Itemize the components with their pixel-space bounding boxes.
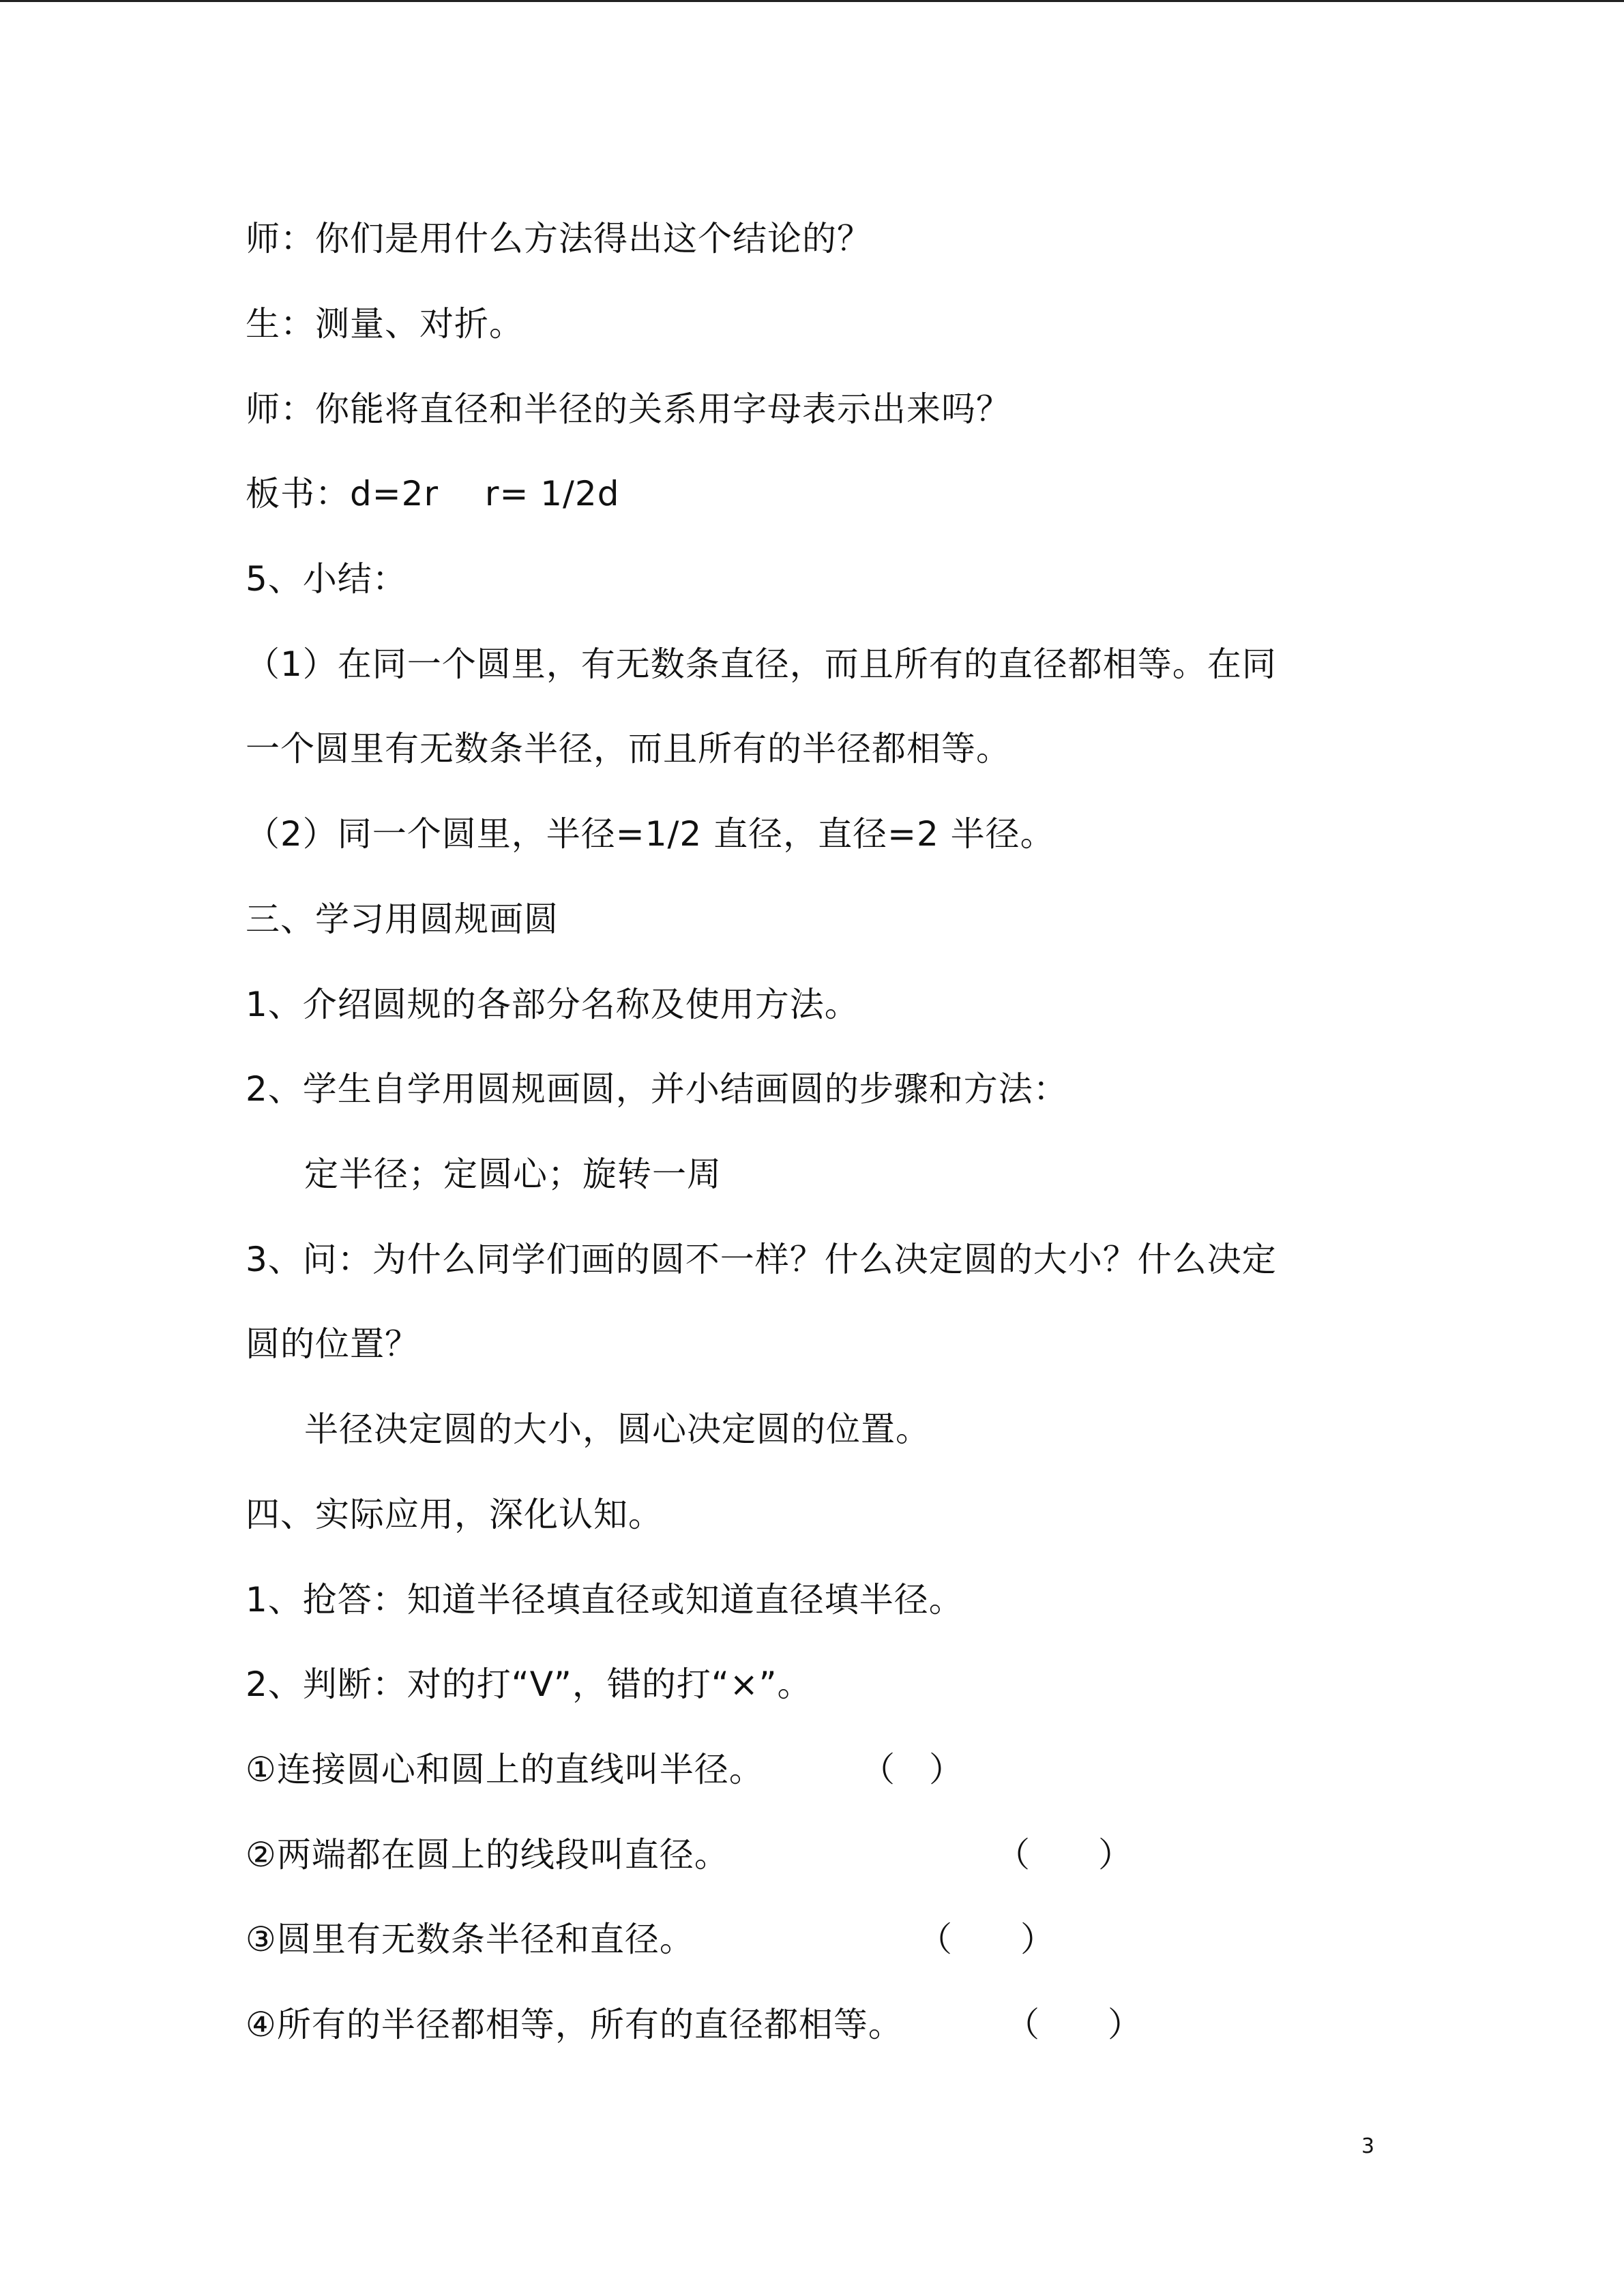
page-number: 3 bbox=[1361, 2134, 1375, 2158]
judgment-item: ④所有的半径都相等，所有的直径都相等。 bbox=[246, 2005, 903, 2044]
text-line: 2、判断：对的打“V”，错的打“×”。 bbox=[246, 1665, 812, 1704]
judgment-item: ③圆里有无数条半径和直径。 bbox=[246, 1920, 694, 1959]
text-line: （1）在同一个圆里，有无数条直径，而且所有的直径都相等。在同 bbox=[246, 644, 1277, 684]
text-line: 定半径；定圆心；旋转一周 bbox=[304, 1154, 722, 1194]
text-line: 师：你能将直径和半径的关系用字母表示出来吗？ bbox=[246, 389, 1011, 429]
text-line: 半径决定圆的大小，圆心决定圆的位置。 bbox=[304, 1410, 930, 1449]
section-heading: 四、实际应用，深化认知。 bbox=[246, 1495, 663, 1534]
text-line: 1、抢答：知道半径填直径或知道直径填半径。 bbox=[246, 1580, 964, 1620]
text-line: 圆的位置？ bbox=[246, 1324, 419, 1364]
text-line: 1、介绍圆规的各部分名称及使用方法。 bbox=[246, 985, 859, 1024]
judgment-item: ②两端都在圆上的线段叫直径。 bbox=[246, 1835, 729, 1875]
text-line: 3、问：为什么同学们画的圆不一样？什么决定圆的大小？什么决定 bbox=[246, 1240, 1277, 1279]
text-line: 生：测量、对折。 bbox=[246, 304, 524, 344]
answer-blank: （ ） bbox=[1005, 2005, 1142, 2044]
text-line: 2、学生自学用圆规画圆，并小结画圆的步骤和方法： bbox=[246, 1069, 1068, 1109]
answer-blank: （ ） bbox=[918, 1920, 1054, 1959]
answer-blank: （ ） bbox=[861, 1750, 963, 1789]
text-line: 一个圆里有无数条半径，而且所有的半径都相等。 bbox=[246, 729, 1011, 769]
judgment-item: ①连接圆心和圆上的直线叫半径。 bbox=[246, 1750, 764, 1789]
text-line: （2）同一个圆里，半径=1/2 直径，直径=2 半径。 bbox=[246, 814, 1055, 854]
section-heading: 5、小结： bbox=[246, 559, 407, 599]
text-line: 师：你们是用什么方法得出这个结论的？ bbox=[246, 219, 872, 258]
answer-blank: （ ） bbox=[996, 1835, 1132, 1875]
section-heading: 三、学习用圆规画圆 bbox=[246, 899, 559, 939]
text-line: 板书：d=2r r= 1/2d bbox=[246, 474, 620, 513]
